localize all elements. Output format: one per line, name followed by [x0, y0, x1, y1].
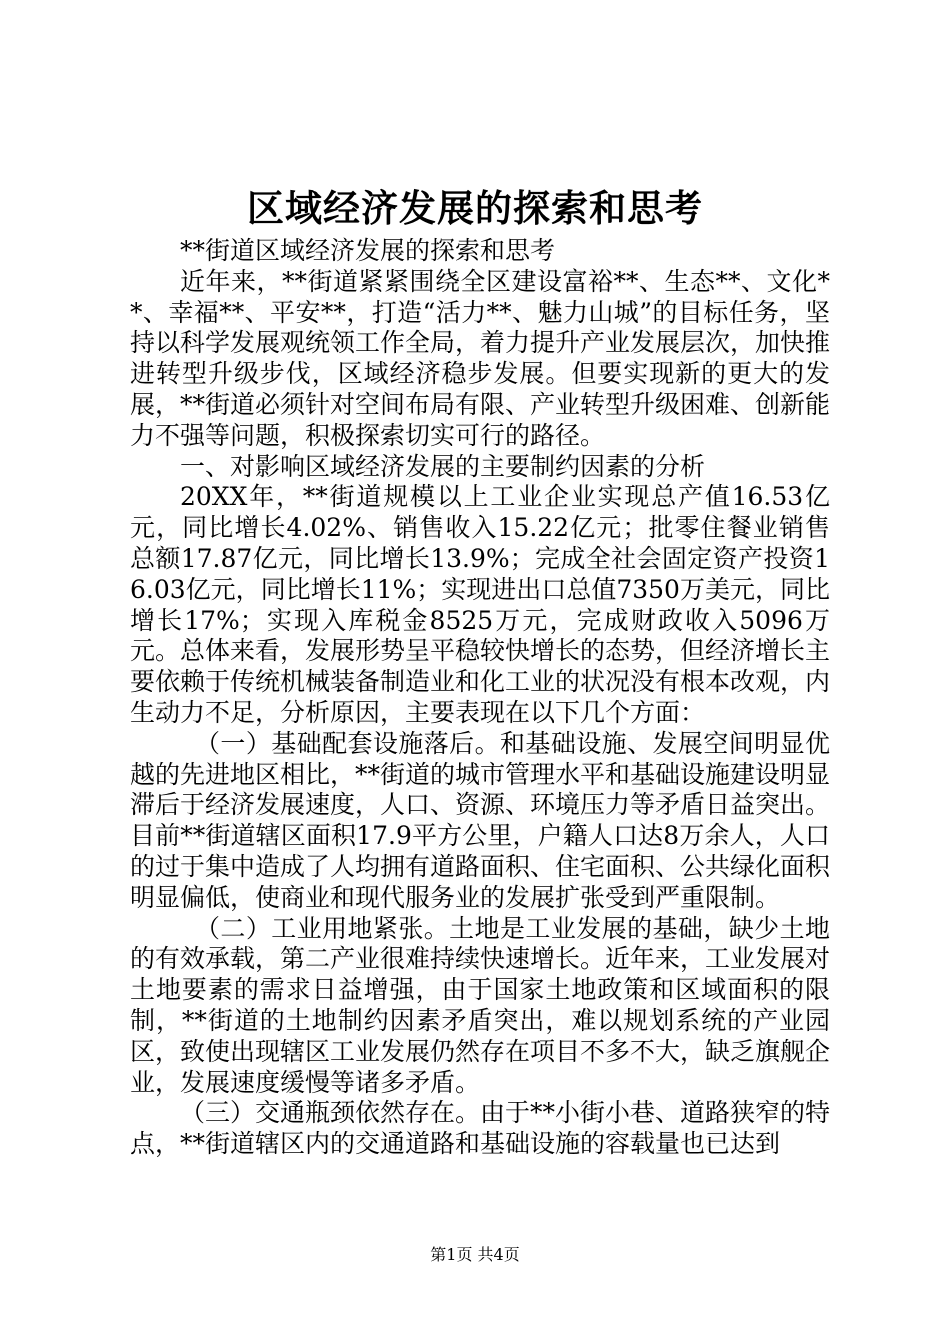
point-three-paragraph: （三）交通瓶颈依然存在。由于**小街小巷、道路狭窄的特点，**街道辖区内的交通道路和基础设施的容载量也已达到	[130, 1098, 831, 1159]
section-heading: 一、对影响区域经济发展的主要制约因素的分析	[180, 451, 706, 481]
statistics-paragraph: 20XX年，**街道规模以上工业企业实现总产值16.53亿元，同比增长4.02%、销售收入15.22亿元；批零住餐业销售总额17.87亿元，同比增长13.9%；完成全社会固定资产投资16.03亿元，同比增长11%；实现进出口总值7350万美元，同比增长17%；实现入库税金8525万元，完成财政收入5096万元。总体来看，发展形势呈平稳较快增长的态势，但经济增长主要依赖于传统机械装备制造业和化工业的状况没有根本改观，内生动力不足，分析原因，主要表现在以下几个方面：	[130, 482, 831, 727]
point-two-paragraph: （二）工业用地紧张。土地是工业发展的基础，缺少土地的有效承载，第二产业很难持续快速增长。近年来，工业发展对土地要素的需求日益增强，由于国家土地政策和区域面积的限制，**街道的土地制约因素矛盾突出，难以规划系统的产业园区，致使出现辖区工业发展仍然存在项目不多不大，缺乏旗舰企业，发展速度缓慢等诸多矛盾。	[130, 913, 831, 1097]
subtitle-paragraph: **街道区域经济发展的探索和思考	[180, 236, 556, 265]
document-title: 区域经济发展的探索和思考	[247, 186, 703, 230]
point-one-paragraph: （一）基础配套设施落后。和基础设施、发展空间明显优越的先进地区相比，**街道的城市管理水平和基础设施建设明显滞后于经济发展速度，人口、资源、环境压力等矛盾日益突出。目前**街道辖区面积17.9平方公里，户籍人口达8万余人，人口的过于集中造成了人均拥有道路面积、住宅面积、公共绿化面积明显偏低，使商业和现代服务业的发展扩张受到严重限制。	[130, 728, 831, 912]
intro-paragraph: 近年来，**街道紧紧围绕全区建设富裕**、生态**、文化**、幸福**、平安**，打造“活力**、魅力山城”的目标任务，坚持以科学发展观统领工作全局，着力提升产业发展层次，加快推进转型升级步伐，区域经济稳步发展。但要实现新的更大的发展，**街道必须针对空间布局有限、产业转型升级困难、创新能力不强等问题，积极探索切实可行的路径。	[130, 266, 831, 450]
document-body	[130, 236, 830, 1160]
page-number-footer: 第1页 共4页	[430, 1245, 520, 1264]
